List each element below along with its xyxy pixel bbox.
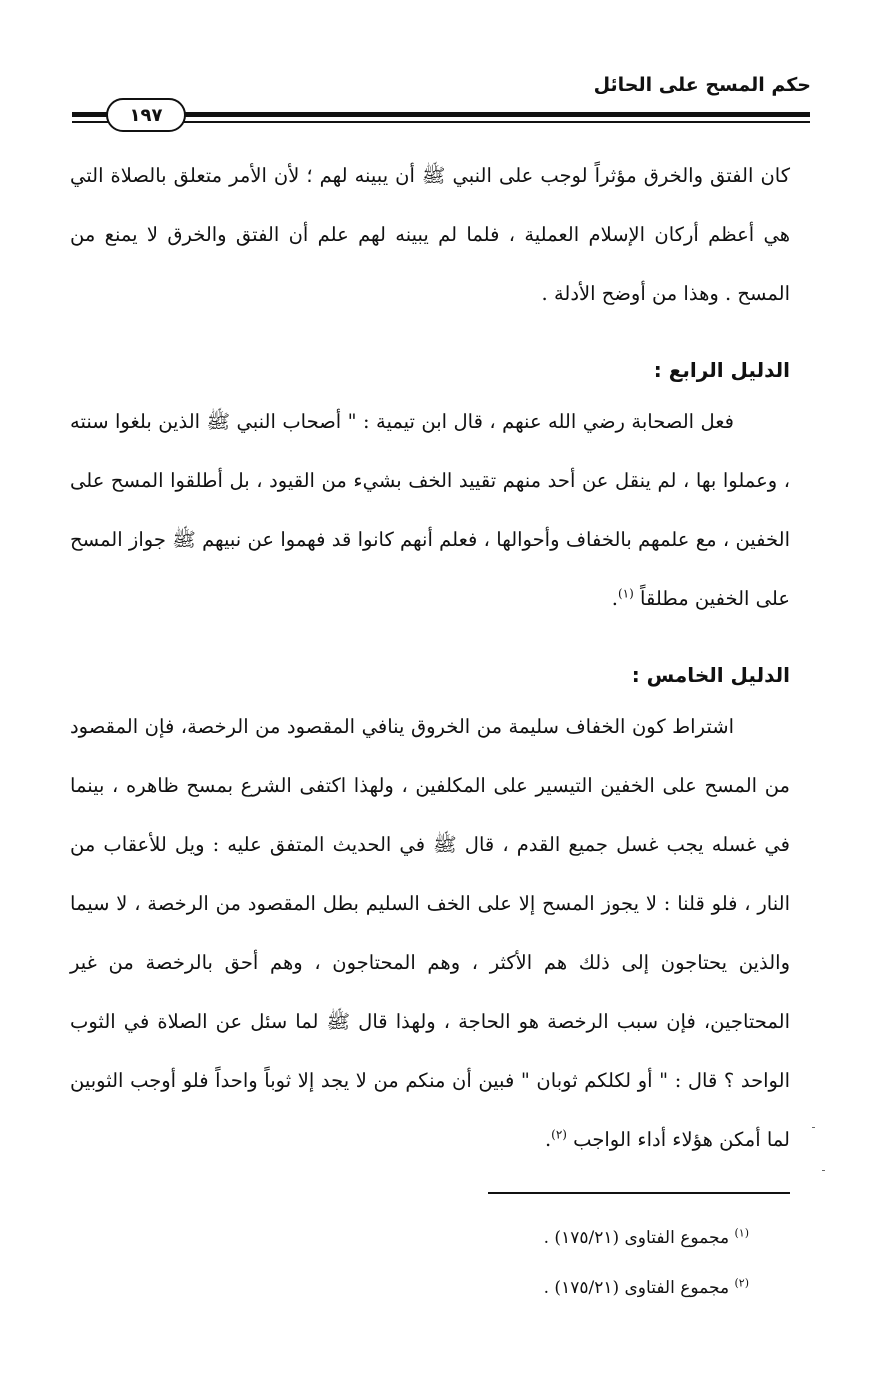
heading-fourth-evidence: الدليل الرابع : (653, 358, 790, 382)
footnote-2-marker: (٢) (734, 1276, 749, 1290)
paragraph-2-text: فعل الصحابة رضي الله عنهم ، قال ابن تيمية : " أصحاب النبي ﷺ الذين بلغوا سنته ، وعملوا بها ، لم ينقل عن أحد منهم تقييد الخف بشيء من القيود ، بل أطلقوا المسح على الخفين ، مع علمهم بالخفاف وأحوالها ، فعلم أنهم كانوا قد فهموا عن نبيهم ﷺ جواز المسح على الخفين مطلقاً (70, 410, 790, 610)
scan-speck (812, 1127, 815, 1128)
paragraph-1: كان الفتق والخرق مؤثراً لوجب على النبي ﷺ أن يبينه لهم ؛ لأن الأمر متعلق بالصلاة التي هي أعظم أركان الإسلام العملية ، فلما لم يبينه لهم علم أن الفتق والخرق لا يمنع من المسح . وهذا من أوضح الأدلة . (70, 164, 790, 305)
footnote-1-text: مجموع الفتاوى (١٧٥/٢١) . (543, 1228, 730, 1248)
heading-fifth-evidence: الدليل الخامس : (631, 663, 790, 687)
paragraph-3-text: اشتراط كون الخفاف سليمة من الخروق ينافي المقصود من الرخصة، فإن المقصود من المسح على الخفين التيسير على المكلفين ، ولهذا اكتفى الشرع بمسح ظاهره ، بينما في غسله يجب غسل جميع القدم ، قال ﷺ في الحديث المتفق عليه : ويل للأعقاب من النار ، فلو قلنا : لا يجوز المسح إلا على الخف السليم بطل المقصود من الرخصة ، لا سيما والذين يحتاجون إلى ذلك هم الأكثر ، وهم المحتاجون ، وهم أحق بالرخصة من غير المحتاجين، فإن سبب الرخصة هو الحاجة ، ولهذا قال ﷺ لما سئل عن الصلاة في الثوب الواحد ؟ قال : " أو لكلكم ثوبان " فبين أن منكم من لا يجد إلا ثوباً واحداً فلو أوجب الثوبين لما أمكن هؤلاء أداء الواجب (70, 715, 790, 1151)
paragraph-2-end: . (611, 587, 618, 610)
footnote-1 (544, 1213, 749, 1263)
footnote-ref-2: (٢) (551, 1127, 567, 1142)
footnote-2-text: مجموع الفتاوى (١٧٥/٢١) . (543, 1278, 730, 1298)
page-number: ١٩٧ (106, 98, 186, 132)
paragraph-3 (70, 697, 790, 1169)
footnote-2 (544, 1263, 749, 1313)
footnote-ref-1: (١) (617, 586, 634, 601)
footnotes (544, 1213, 749, 1313)
running-title: حكم المسح على الحائل (593, 74, 811, 96)
footnote-separator (488, 1192, 790, 1194)
paragraph-2 (70, 392, 790, 628)
footnote-1-marker: (١) (734, 1226, 749, 1240)
main-text (70, 146, 790, 1169)
paragraph-3-end: . (544, 1128, 552, 1151)
scan-speck (822, 1170, 825, 1171)
